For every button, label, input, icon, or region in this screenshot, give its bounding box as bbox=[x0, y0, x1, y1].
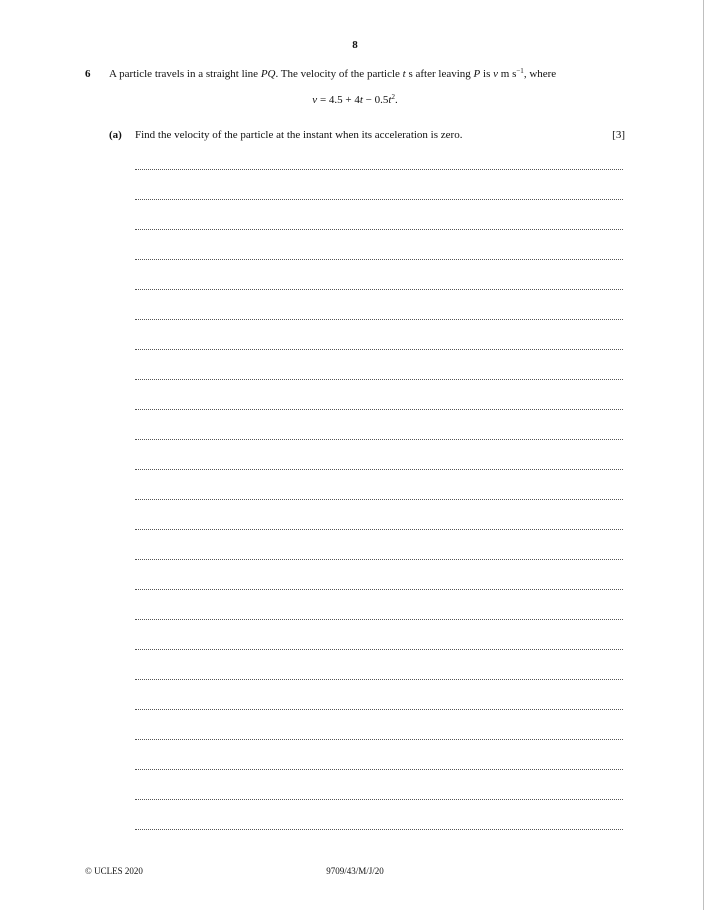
answer-line[interactable] bbox=[135, 499, 623, 500]
equation-end: . bbox=[394, 94, 398, 106]
answer-line[interactable] bbox=[135, 709, 623, 710]
answer-line[interactable] bbox=[135, 319, 623, 320]
page-border bbox=[703, 0, 704, 910]
answer-line[interactable] bbox=[135, 829, 623, 830]
answer-line[interactable] bbox=[135, 739, 623, 740]
answer-line[interactable] bbox=[135, 229, 623, 230]
answer-line[interactable] bbox=[135, 589, 623, 590]
page-number: 8 bbox=[352, 39, 358, 51]
question-text-part: s after leaving bbox=[405, 68, 474, 80]
question-text-part: , where bbox=[523, 68, 557, 80]
equation-part: − 0.5 bbox=[362, 94, 389, 106]
answer-line[interactable] bbox=[135, 559, 623, 560]
equation-v: v bbox=[312, 94, 318, 106]
footer-copyright: © UCLES 2020 bbox=[85, 866, 143, 876]
part-a-marks: [3] bbox=[612, 129, 625, 141]
part-a-label: (a) bbox=[109, 129, 122, 141]
variable-t: t bbox=[402, 68, 406, 80]
variable-PQ: PQ bbox=[260, 68, 276, 80]
variable-P: P bbox=[473, 68, 481, 80]
answer-line[interactable] bbox=[135, 799, 623, 800]
answer-line[interactable] bbox=[135, 199, 623, 200]
answer-line[interactable] bbox=[135, 769, 623, 770]
answer-line[interactable] bbox=[135, 679, 623, 680]
answer-line[interactable] bbox=[135, 649, 623, 650]
units-exponent: −1 bbox=[516, 67, 524, 75]
footer-code: 9709/43/M/J/20 bbox=[326, 866, 384, 876]
answer-line[interactable] bbox=[135, 259, 623, 260]
equation-t: t bbox=[359, 94, 363, 106]
answer-line[interactable] bbox=[135, 289, 623, 290]
question-text bbox=[109, 68, 629, 80]
units-text: m s bbox=[498, 68, 517, 80]
equation-exponent: 2 bbox=[391, 93, 395, 101]
answer-line[interactable] bbox=[135, 349, 623, 350]
question-text-part: A particle travels in a straight line bbox=[109, 68, 261, 80]
answer-line[interactable] bbox=[135, 469, 623, 470]
velocity-equation bbox=[0, 94, 710, 106]
question-number: 6 bbox=[85, 68, 91, 80]
answer-line[interactable] bbox=[135, 529, 623, 530]
variable-v: v bbox=[493, 68, 499, 80]
question-text-part: . The velocity of the particle bbox=[275, 68, 403, 80]
answer-line[interactable] bbox=[135, 619, 623, 620]
part-a-text: Find the velocity of the particle at the instant when its acceleration is zero. bbox=[135, 129, 463, 141]
equation-part: = 4.5 + 4 bbox=[317, 94, 360, 106]
answer-line[interactable] bbox=[135, 409, 623, 410]
answer-line[interactable] bbox=[135, 439, 623, 440]
answer-line[interactable] bbox=[135, 379, 623, 380]
answer-line[interactable] bbox=[135, 169, 623, 170]
equation-t: t bbox=[388, 94, 392, 106]
question-text-part: is bbox=[480, 68, 494, 80]
